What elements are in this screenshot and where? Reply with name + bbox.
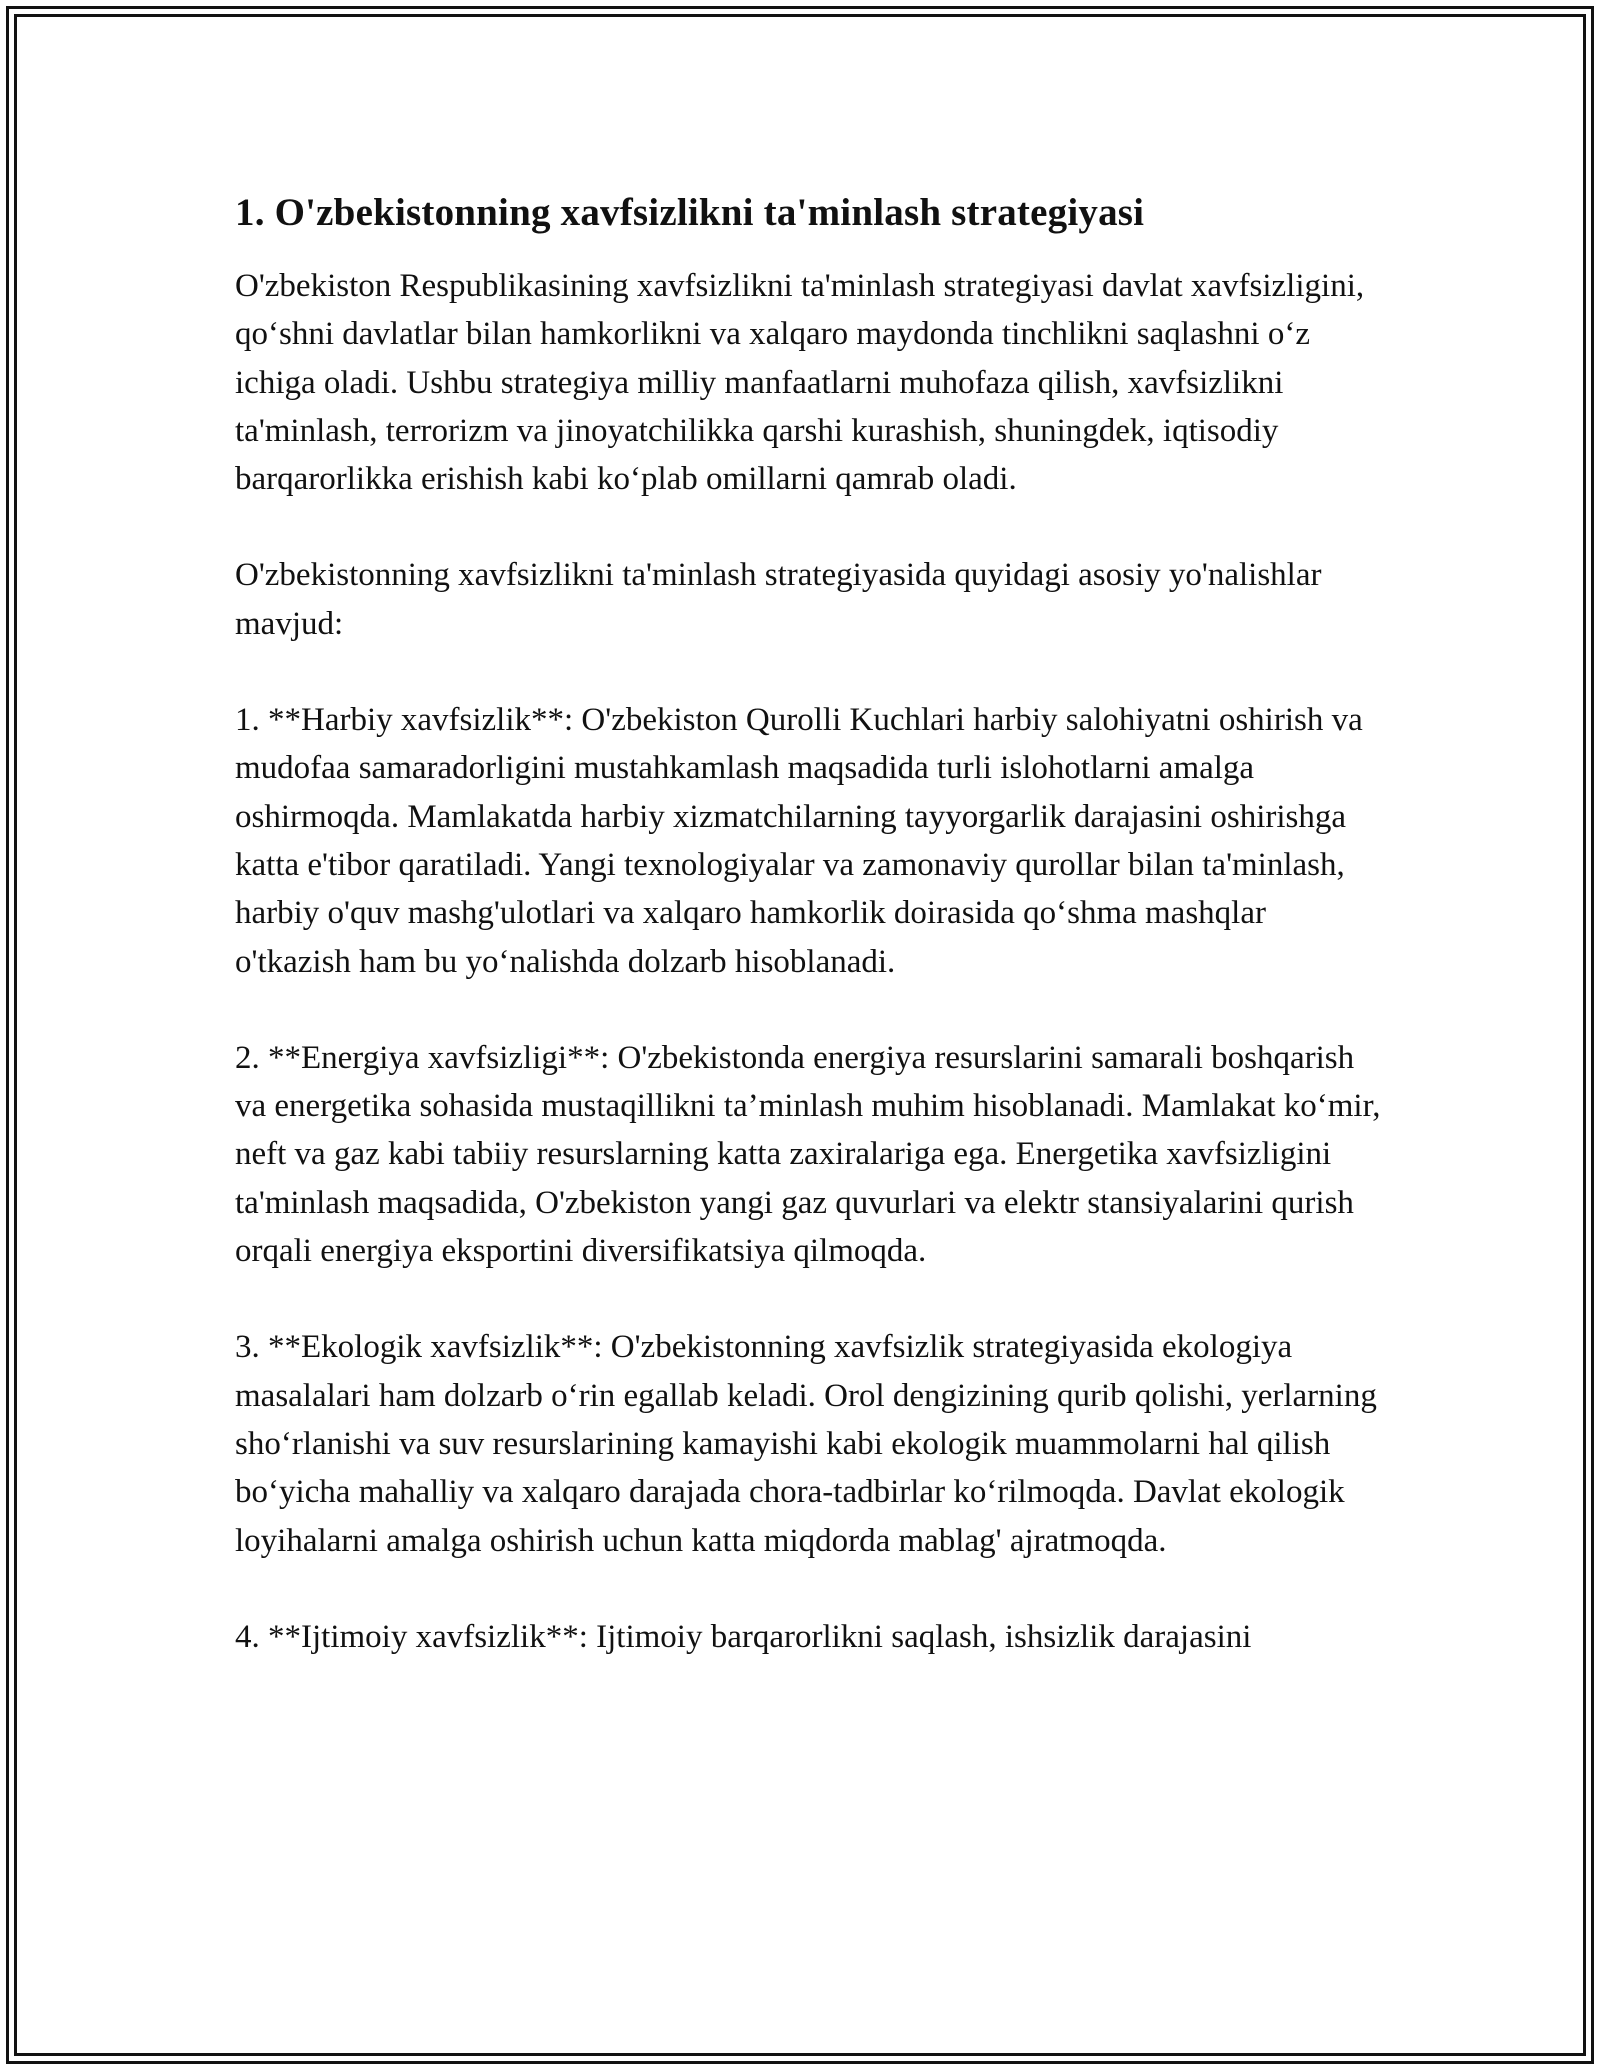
intro-paragraph: O'zbekiston Respublikasining xavfsizlikni ta'minlash strategiyasi davlat xavfsizligini, qo‘shni davlatlar bilan hamkorlikni va xalqaro maydonda tinchlikni saqlashni o‘z ichiga oladi. Ushbu strategiya milliy manfaatlarni muhofaza qilish, xavfsizlikni ta'minlash, terrorizm va jinoyatchilikka qarshi kurashish, shuningdek, iqtisodiy barqarorlikka erishish kabi ko‘plab omillarni qamrab oladi. — [235, 268, 1365, 498]
directions-intro-paragraph: O'zbekistonning xavfsizlikni ta'minlash strategiyasida quyidagi asosiy yo'nalishlar mavjud: — [235, 557, 1322, 642]
military-security-paragraph: 1. **Harbiy xavfsizlik**: O'zbekiston Qurolli Kuchlari harbiy salohiyatni oshirish va mudofaa samaradorligini mustahkamlash maqsadida turli islohotlarni amalga oshirmoqda. Mamlakatda harbiy xizmatchilarning tayyorgarlik darajasini oshirishga katta e'tibor qaratiladi. Yangi texnologiyalar va zamonaviy qurollar bilan ta'minlash, harbiy o'quv mashg'ulotlari va xalqaro hamkorlik doirasida qo‘shma mashqlar o'tkazish ham bu yo‘nalishda dolzarb hisoblanadi. — [235, 702, 1363, 980]
social-security-paragraph: 4. **Ijtimoiy xavfsizlik**: Ijtimoiy barqarorlikni saqlash, ishsizlik darajasini — [235, 1618, 1252, 1655]
energy-security-paragraph: 2. **Energiya xavfsizligi**: O'zbekistonda energiya resurslarini samarali boshqarish va energetika sohasida mustaqillikni ta’minlash muhim hisoblanadi. Mamlakat ko‘mir, neft va gaz kabi tabiiy resurslarning katta zaxiralariga ega. Energetika xavfsizligini ta'minlash maqsadida, O'zbekiston yangi gaz quvurlari va elektr stansiyalarini qurish orqali energiya eksportini diversifikatsiya qilmoqda. — [235, 1039, 1381, 1270]
ecological-security-paragraph: 3. **Ekologik xavfsizlik**: O'zbekistonning xavfsizlik strategiyasida ekologiya masalalari ham dolzarb o‘rin egallab keladi. Orol dengizining qurib qolishi, yerlarning sho‘rlanishi va suv resurslarining kamayishi kabi ekologik muammolarni hal qilish bo‘yicha mahalliy va xalqaro darajada chora-tadbirlar ko‘rilmoqda. Davlat ekologik loyihalarni amalga oshirish uchun katta miqdorda mablag' ajratmoqda. — [235, 1329, 1377, 1559]
document-body — [235, 190, 1385, 1709]
document-title: 1. O'zbekistonning xavfsizlikni ta'minlash strategiyasi — [235, 191, 1145, 234]
